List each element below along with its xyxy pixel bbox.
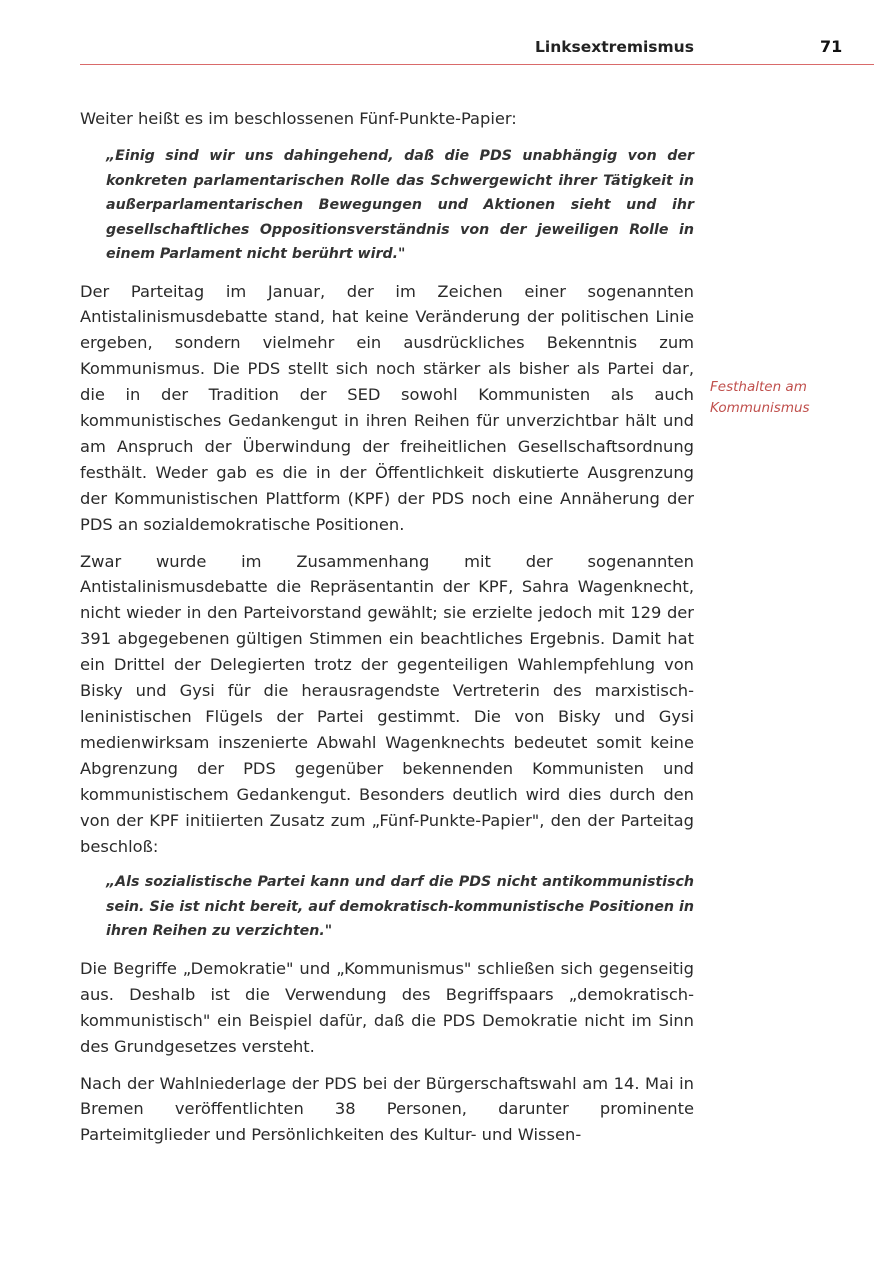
main-text-column <box>80 106 694 1159</box>
body-paragraph: Zwar wurde im Zusammenhang mit der sogenannten Antistalinismusdebatte die Repräsentantin der KPF, Sahra Wagenknecht, nicht wieder in den Parteivorstand gewählt; sie erzielte jedoch mit 129 der 391 abgegebenen gültigen Stimmen ein beachtliches Ergebnis. Damit hat ein Drittel der Delegierten trotz der gegenteiligen Wahlempfehlung von Bisky und Gysi für die herausragendste Vertreterin des marxistisch-leninistischen Flügels der Partei gestimmt. Die von Bisky und Gysi medienwirksam inszenierte Abwahl Wagenknechts bedeutet somit keine Abgrenzung der PDS gegenüber bekennenden Kommunisten und kommunistischem Gedankengut. Besonders deutlich wird dies durch den von der KPF initiierten Zusatz zum „Fünf-Punkte-Papier", den der Parteitag beschloß: <box>80 551 694 856</box>
margin-note <box>710 377 870 419</box>
block-quote: „Einig sind wir uns dahingehend, daß die PDS unabhängig von der konkreten parlamentarischen Rolle das Schwergewicht ihrer Tätigkeit in außerparlamentarischen Bewegungen und Aktionen sieht und ihr gesellschaftliches Oppositionsverständnis von der jeweiligen Rolle in einem Parlament nicht berührt wird." <box>106 148 694 262</box>
margin-note-line: Kommunismus <box>710 400 810 416</box>
header-divider <box>80 64 874 65</box>
body-paragraph: Der Parteitag im Januar, der im Zeichen einer sogenannten Antistalinismusdebatte stand, hat keine Veränderung der politischen Linie ergeben, sondern vielmehr ein ausdrückliches Bekenntnis zum Kommunismus. Die PDS stellt sich noch stärker als bisher als Partei dar, die in der Tradition der SED sowohl Kommunisten als auch kommunistisches Gedankengut in ihren Reihen für unverzichtbar hält und am Anspruch der Überwindung der freiheitlichen Gesellschaftsordnung festhält. Weder gab es die in der Öffentlichkeit diskutierte Ausgrenzung der Kommunistischen Plattform (KPF) der PDS noch eine Annäherung der PDS an sozialdemokratische Positionen. <box>80 281 694 534</box>
page-number: 71 <box>820 37 843 56</box>
body-paragraph: Die Begriffe „Demokratie" und „Kommunismus" schließen sich gegenseitig aus. Deshalb ist die Verwendung des Begriffspaars „demokratisch-kommunistisch" ein Beispiel dafür, daß die PDS Demokratie nicht im Sinn des Grundgesetzes versteht. <box>80 958 694 1056</box>
running-header-title: Linksextremismus <box>535 38 694 56</box>
body-paragraph: Nach der Wahlniederlage der PDS bei der Bürgerschaftswahl am 14. Mai in Bremen veröffentlichten 38 Personen, darunter prominente Parteimitglieder und Persönlichkeiten des Kultur- und Wissen- <box>80 1073 694 1145</box>
intro-paragraph: Weiter heißt es im beschlossenen Fünf-Punkte-Papier: <box>80 109 517 128</box>
margin-note-line: Festhalten am <box>710 379 807 395</box>
block-quote: „Als sozialistische Partei kann und darf die PDS nicht antikommunistisch sein. Sie ist nicht bereit, auf demokratisch-kommunistische Positionen in ihren Reihen zu verzichten." <box>106 874 694 940</box>
